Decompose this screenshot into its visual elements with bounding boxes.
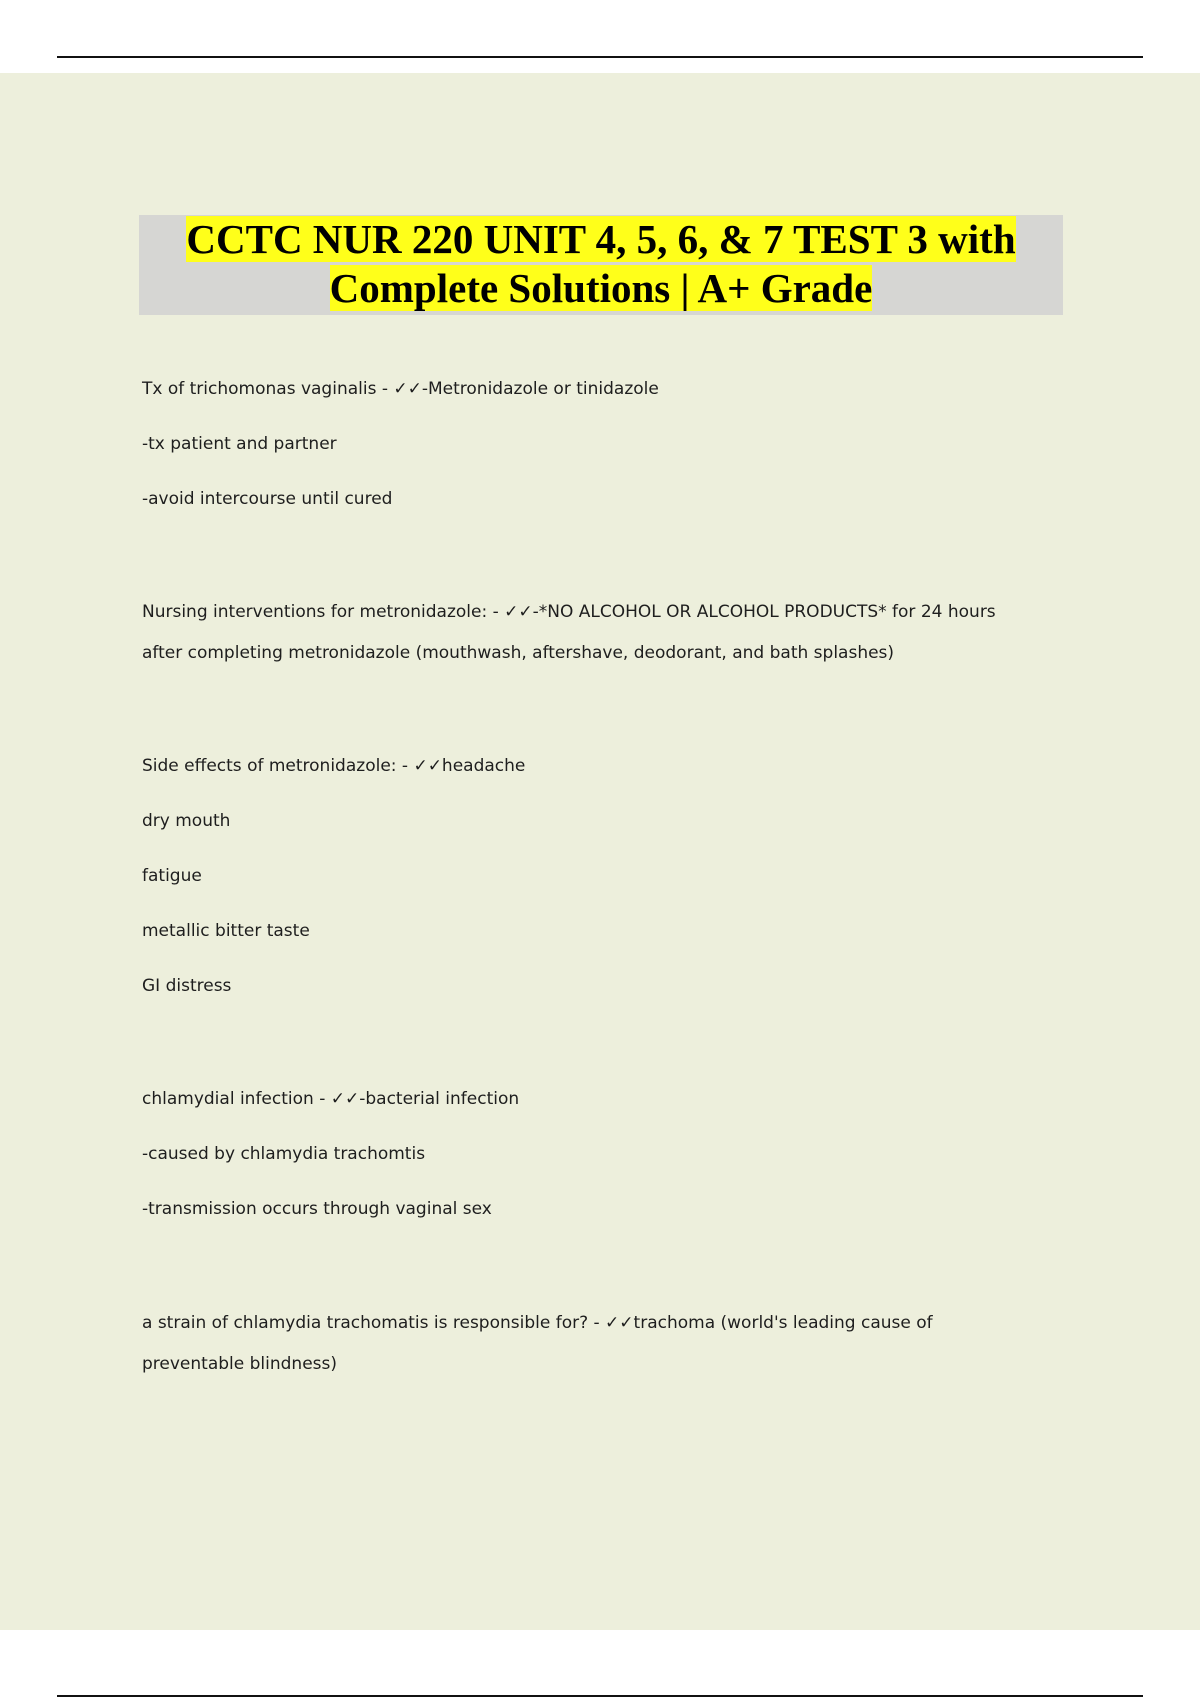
body-line: -caused by chlamydia trachomtis — [142, 1144, 426, 1164]
body-line: chlamydial infection - ✓✓-bacterial infection — [142, 1089, 520, 1109]
body-line: a strain of chlamydia trachomatis is responsible for? - ✓✓trachoma (world's leading cause of — [142, 1313, 933, 1333]
top-divider — [57, 56, 1143, 58]
body-line: -tx patient and partner — [142, 434, 337, 454]
body-line: Tx of trichomonas vaginalis - ✓✓-Metronidazole or tinidazole — [142, 379, 659, 399]
body-line: GI distress — [142, 976, 232, 996]
document-title — [139, 215, 1063, 315]
body-line: -avoid intercourse until cured — [142, 489, 393, 509]
body-line: metallic bitter taste — [142, 921, 310, 941]
body-line: Side effects of metronidazole: - ✓✓headache — [142, 756, 526, 776]
title-line-1: CCTC NUR 220 UNIT 4, 5, 6, & 7 TEST 3 with — [186, 216, 1016, 262]
body-line: dry mouth — [142, 811, 231, 831]
body-line: -transmission occurs through vaginal sex — [142, 1199, 492, 1219]
document-page — [0, 73, 1200, 1630]
title-line-2: Complete Solutions | A+ Grade — [329, 265, 873, 311]
body-line: after completing metronidazole (mouthwash, aftershave, deodorant, and bath splashes) — [142, 643, 895, 663]
bottom-divider — [57, 1695, 1143, 1697]
body-line: fatigue — [142, 866, 202, 886]
body-line: preventable blindness) — [142, 1354, 338, 1374]
body-line: Nursing interventions for metronidazole: - ✓✓-*NO ALCOHOL OR ALCOHOL PRODUCTS* for 24 hours — [142, 602, 996, 622]
